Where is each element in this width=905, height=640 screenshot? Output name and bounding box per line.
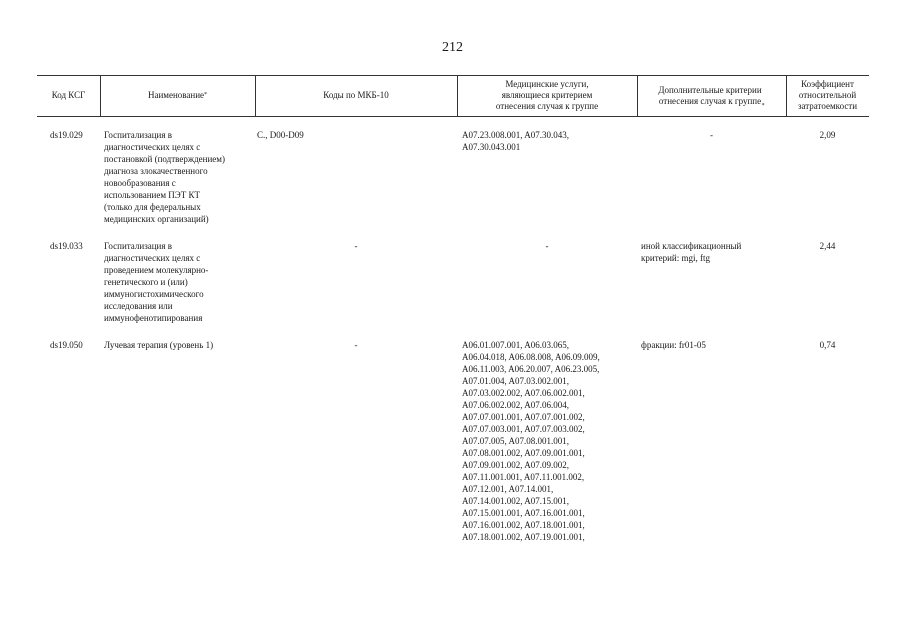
header-services bbox=[457, 75, 637, 116]
row-3-criteria: фракции: fr01-05 bbox=[641, 340, 706, 350]
row-1-name: Госпитализация в диагностических целях с постановкой (подтверждением) диагноза злокачественного новообразования с использованием ПЭТ КТ (только для федеральных медицинских организаций) bbox=[104, 130, 225, 224]
row-3-code: ds19.050 bbox=[50, 340, 83, 350]
row-3-name: Лучевая терапия (уровень 1) bbox=[104, 340, 214, 350]
header-criteria-footnote-mark: * bbox=[761, 103, 765, 109]
row-3-coef: 0,74 bbox=[819, 340, 836, 350]
header-name-label: Наименование bbox=[147, 90, 205, 100]
row-3-services: A06.01.007.001, A06.03.065, A06.04.018, A06.08.008, A06.09.009, A06.11.003, A06.20.007, A06.23.005, A07.01.004, A07.03.002.001, A07.03.002.002, A07.06.002.001, A07.06.002.002, A07.06.004, A07.07.001.001, A07.07.001.002, A07.07.003.001, A07.07.003.002, A07.07.005, A07.08.001.001, A07.08.001.002, A07.09.001.001, A07.09.001.002, A07.09.002, A07.11.001.001, A07.11.001.002, A07.12.001, A07.14.001, A07.14.001.002, A07.15.001, A07.15.001.001, A07.16.001.001, A07.16.001.002, A07.18.001.001, A07.18.001.002, A07.19.001.001, bbox=[462, 340, 600, 542]
row-2-icd: - bbox=[354, 241, 358, 251]
row-2-criteria: иной классификационный критерий: mgi, ftg bbox=[641, 241, 742, 263]
row-1-services: A07.23.008.001, A07.30.043, A07.30.043.001 bbox=[462, 130, 570, 152]
header-code bbox=[37, 75, 100, 116]
header-icd bbox=[255, 75, 457, 116]
header-bottom-rule bbox=[37, 116, 869, 117]
row-3-icd: - bbox=[354, 340, 358, 350]
header-code-label: Код КСГ bbox=[51, 90, 86, 100]
row-1-coef: 2,09 bbox=[819, 130, 836, 140]
header-criteria-label: Дополнительные критерии отнесения случая к группе bbox=[658, 84, 762, 106]
row-2-services: - bbox=[545, 241, 549, 251]
row-1-icd: C., D00-D09 bbox=[257, 130, 304, 140]
page-number: 212 bbox=[442, 40, 463, 55]
row-2-name: Госпитализация в диагностических целях с проведением молекулярно- генетического и (или) иммуногистохимического исследования или иммунофенотипирования bbox=[104, 241, 209, 323]
header-services-label: Медицинские услуги, являющиеся критерием отнесения случая к группе bbox=[495, 79, 599, 111]
header-criteria bbox=[637, 75, 786, 116]
row-2-code: ds19.033 bbox=[50, 241, 83, 251]
header-name-footnote-mark: * bbox=[204, 92, 208, 98]
header-coef bbox=[786, 75, 869, 116]
header-icd-label: Коды по МКБ-10 bbox=[323, 90, 389, 100]
header-name bbox=[100, 75, 255, 116]
row-2-coef: 2,44 bbox=[819, 241, 836, 251]
header-coef-label: Коэффициент относительной затратоемкости bbox=[797, 79, 858, 111]
row-1-criteria: - bbox=[710, 130, 713, 140]
row-1-code: ds19.029 bbox=[50, 130, 83, 140]
